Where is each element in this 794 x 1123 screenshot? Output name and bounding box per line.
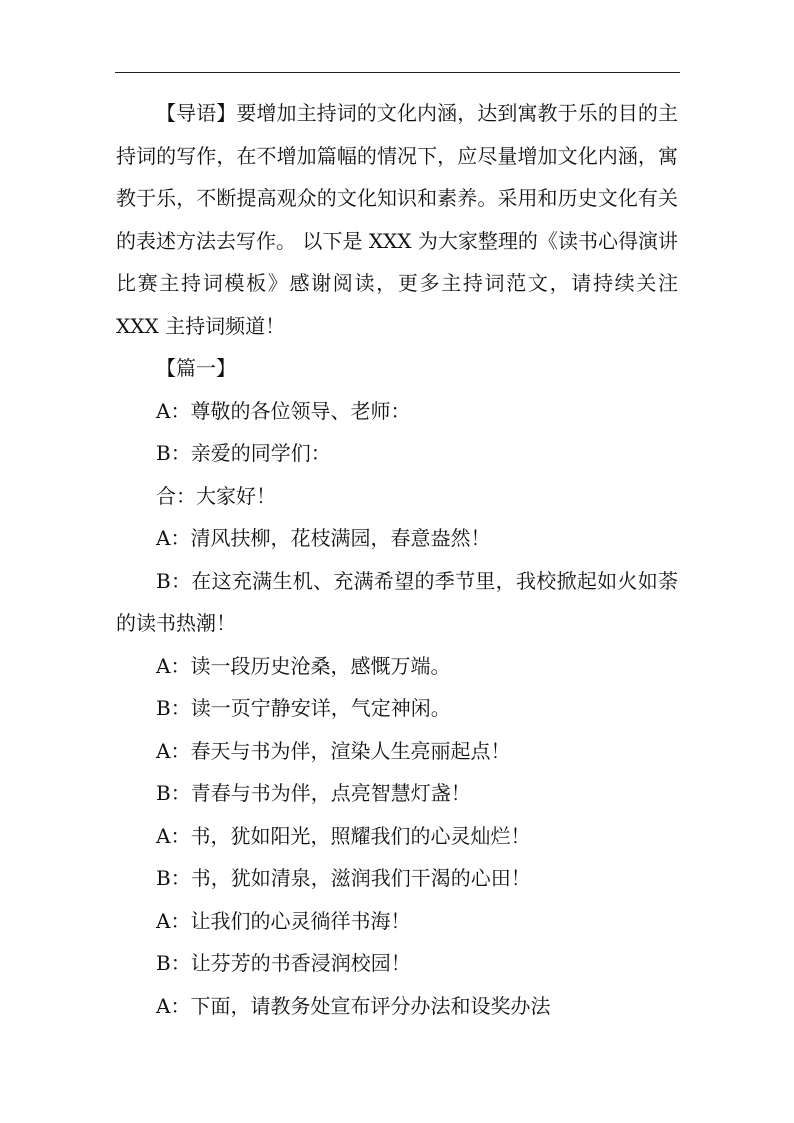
intro-paragraph xyxy=(116,92,678,347)
dialogue-line: A：读一段历史沧桑，感慨万端。 xyxy=(156,653,451,678)
header-rule xyxy=(115,72,680,73)
dialogue-line: B：让芬芳的书香浸润校园！ xyxy=(156,951,411,975)
dialogue-line: B：亲爱的同学们： xyxy=(156,441,331,465)
dialogue-line: B：书，犹如清泉，滋润我们干渴的心田！ xyxy=(156,866,531,890)
dialogue-line: B：在这充满生机、充满希望的季节里，我校掀起如火如荼的读书热潮！ xyxy=(116,568,678,635)
intro-text: 要增加主持词的文化内涵，达到寓教于乐的目的主持词的写作，在不增加篇幅的情况下，应尽量增加文化内涵，寓教于乐，不断提高观众的文化知识和素养。采用和历史文化有关的表述方法去写作。 以下是 XXX 为大家整理的《读书心得演讲比赛主持词模板》感谢阅读，更多主持词范文，请持续关注 XXX 主持词频道！ xyxy=(116,101,679,338)
dialogue-line: A：春天与书为伴，渲染人生亮丽起点！ xyxy=(156,738,511,763)
dialogue-line: 合：大家好！ xyxy=(156,483,276,508)
dialogue-line: A：下面，请教务处宣布评分办法和设奖办法 xyxy=(156,993,551,1018)
dialogue-line: B：青春与书为伴，点亮智慧灯盏！ xyxy=(156,781,471,805)
intro-label: 【导语】 xyxy=(156,101,237,125)
dialogue-line: A：尊敬的各位领导、老师： xyxy=(156,398,411,423)
section-title: 【篇一】 xyxy=(156,356,236,380)
dialogue-line: A：书，犹如阳光，照耀我们的心灵灿烂！ xyxy=(156,823,531,848)
dialogue-line: A：清风扶柳，花枝满园，春意盎然！ xyxy=(156,526,491,550)
dialogue-line: B：读一页宁静安详，气定神闲。 xyxy=(156,696,451,720)
document-body xyxy=(116,92,678,1027)
dialogue-line: A：让我们的心灵徜徉书海！ xyxy=(156,908,411,933)
